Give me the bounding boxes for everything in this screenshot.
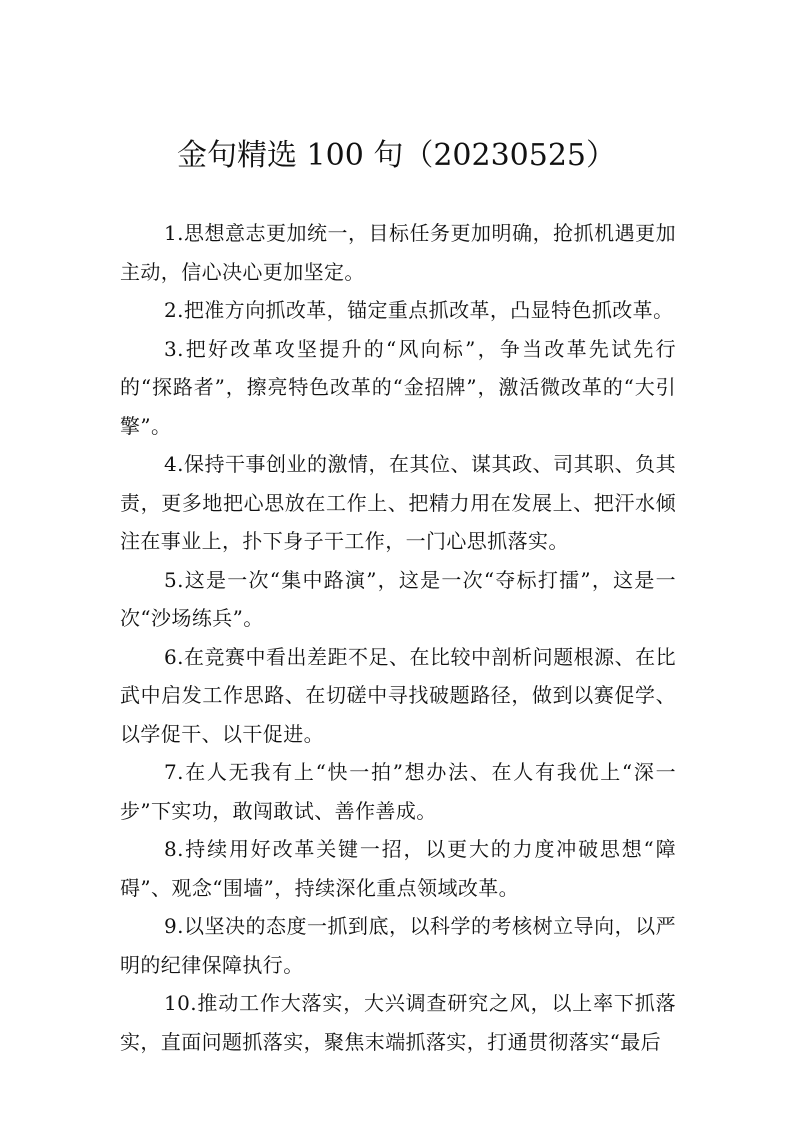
document-title: 金句精选 100 句（20230525） <box>176 138 617 173</box>
paragraph-8: 8.持续用好改革关键一招，以更大的力度冲破思想“障碍”、观念“围墙”，持续深化重点领域改革。 <box>120 837 676 900</box>
paragraph-7: 7.在人无我有上“快一拍”想办法、在人有我优上“深一步”下实功，敢闯敢试、善作善成。 <box>120 760 676 823</box>
paragraph-9: 9.以坚决的态度一抓到底，以科学的考核树立导向，以严明的纪律保障执行。 <box>120 914 676 977</box>
paragraph-4: 4.保持干事创业的激情，在其位、谋其政、司其职、负其责，更多地把心思放在工作上、把精力用在发展上、把汗水倾注在事业上，扑下身子干工作，一门心思抓落实。 <box>120 452 676 553</box>
paragraph-1: 1.思想意志更加统一，目标任务更加明确，抢抓机遇更加主动，信心决心更加坚定。 <box>120 221 676 284</box>
paragraph-10: 10.推动工作大落实，大兴调查研究之风，以上率下抓落实，直面问题抓落实，聚焦末端抓落实，打通贯彻落实“最后 <box>120 991 676 1054</box>
paragraph-2: 2.把准方向抓改革，锚定重点抓改革，凸显特色抓改革。 <box>164 298 674 322</box>
paragraph-6: 6.在竞赛中看出差距不足、在比较中剖析问题根源、在比武中启发工作思路、在切磋中寻找破题路径，做到以赛促学、以学促干、以干促进。 <box>120 644 676 746</box>
document-body <box>120 214 676 1061</box>
paragraph-3: 3.把好改革攻坚提升的“风向标”，争当改革先试先行的“探路者”，擦亮特色改革的“金招牌”，激活微改革的“大引擎”。 <box>120 336 676 438</box>
paragraph-5: 5.这是一次“集中路演”，这是一次“夺标打擂”，这是一次“沙场练兵”。 <box>120 567 676 630</box>
